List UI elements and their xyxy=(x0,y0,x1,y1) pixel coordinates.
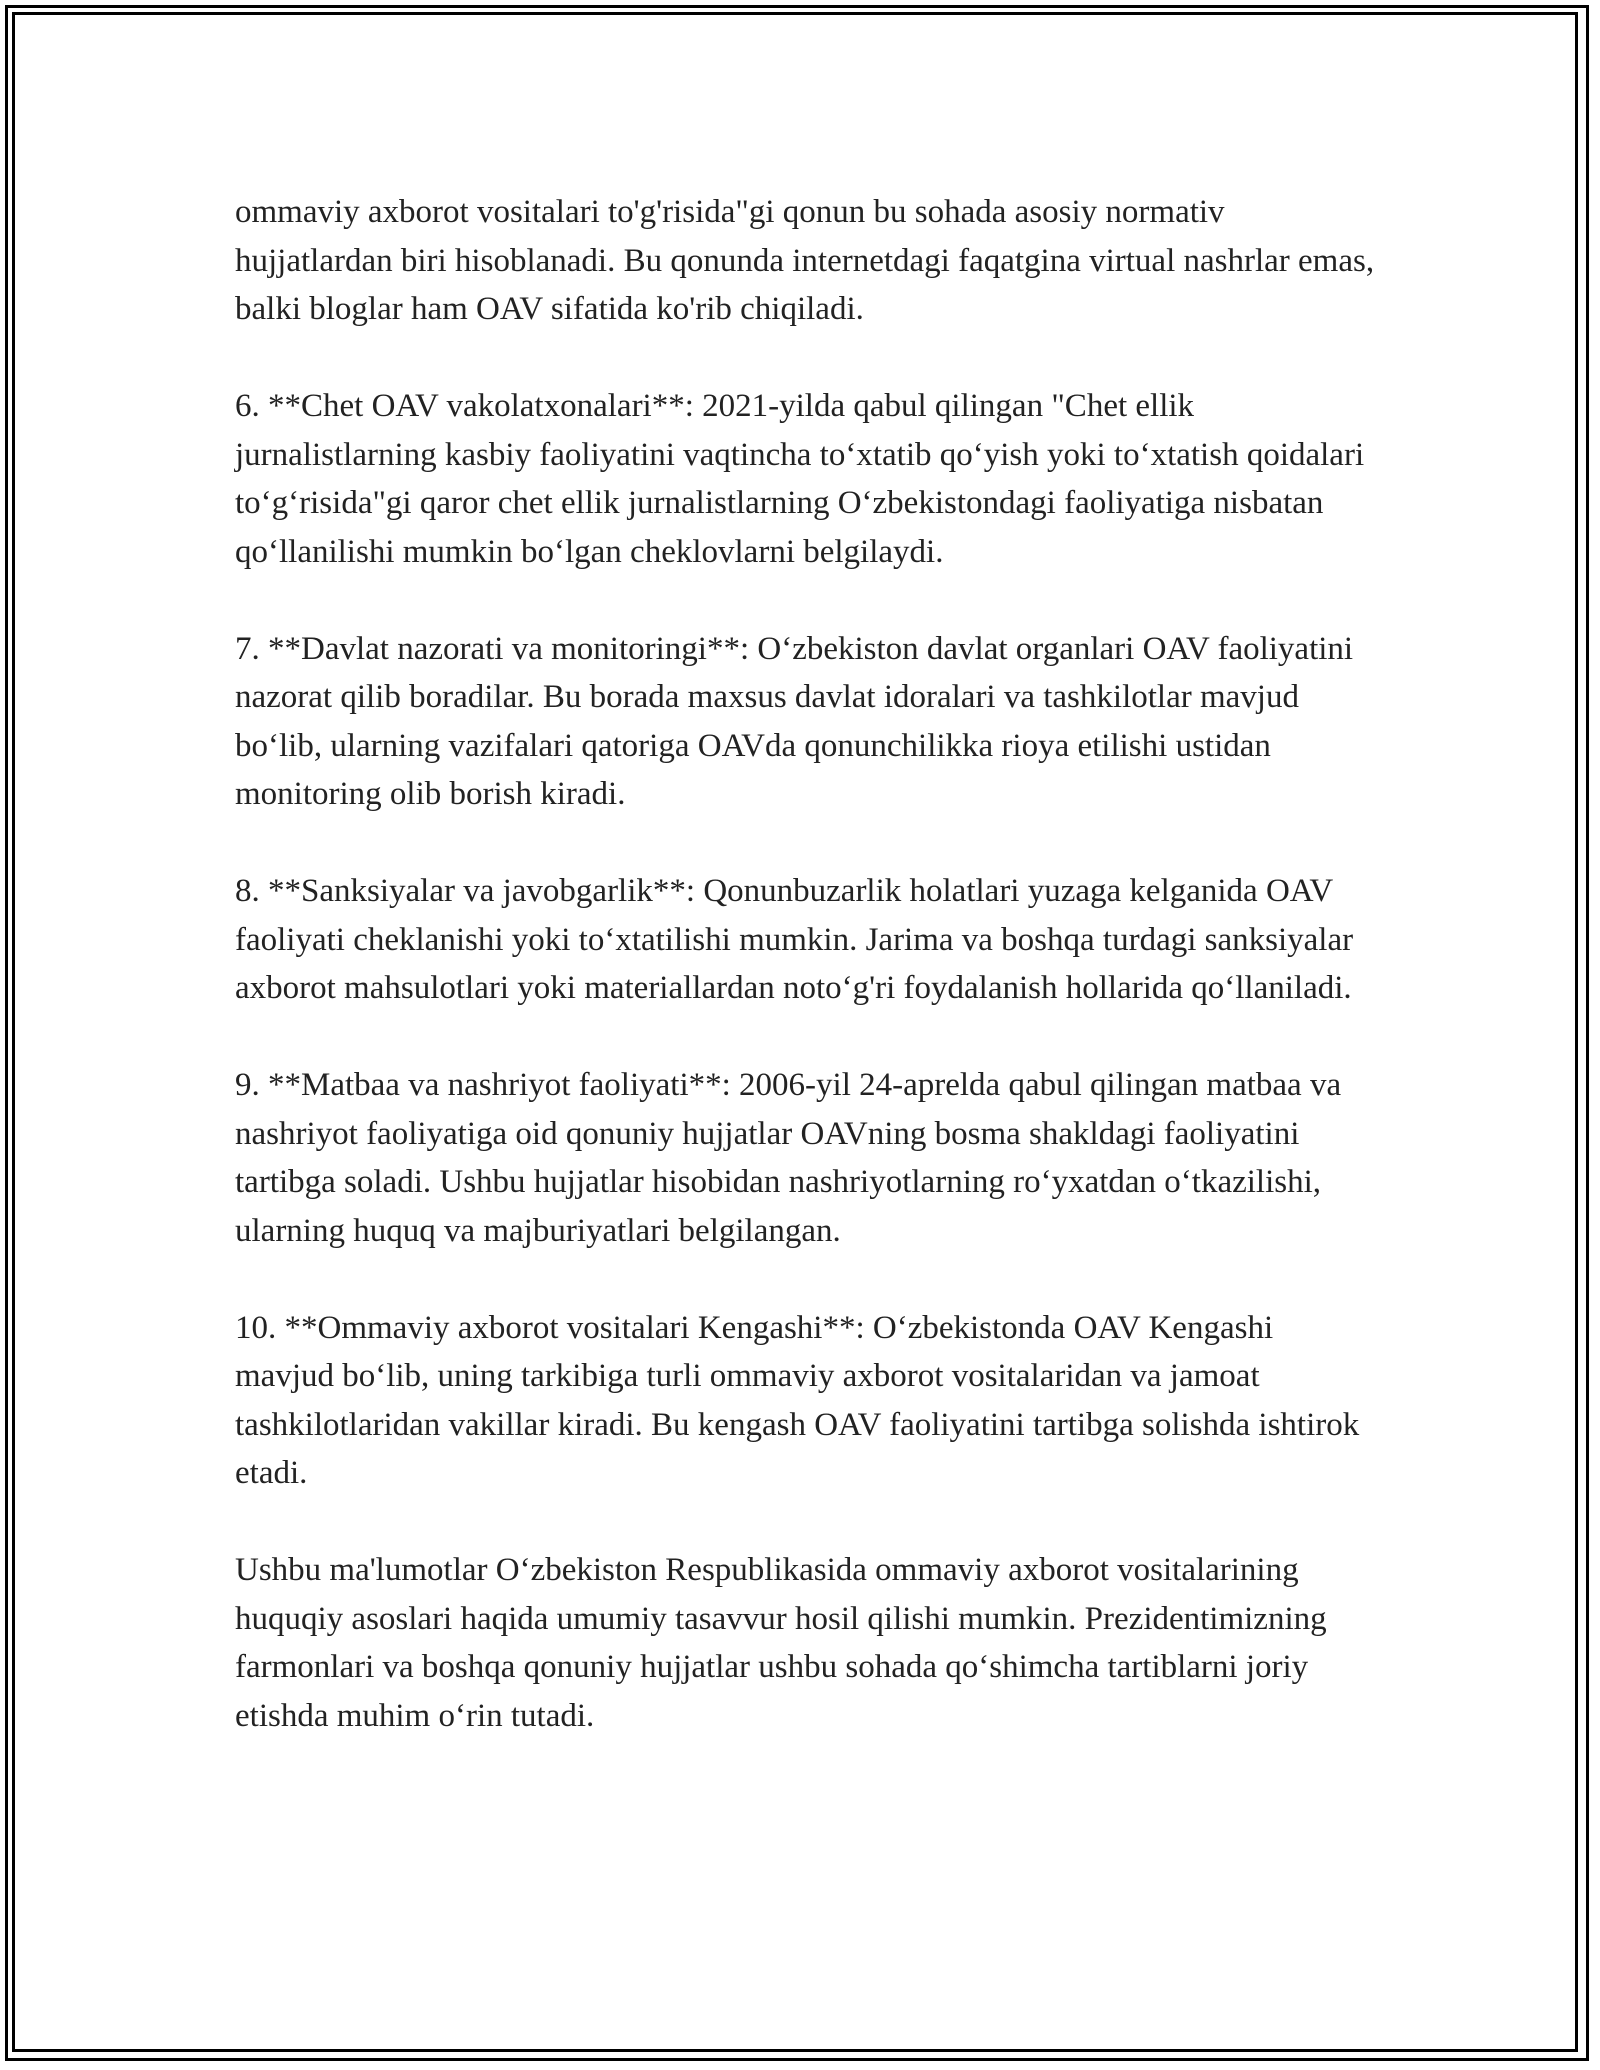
paragraph-item-10: 10. **Ommaviy axborot vositalari Kengashi**: O‘zbekistonda OAV Kengashi mavjud bo‘lib, uning tarkibiga turli ommaviy axborot vositalaridan va jamoat tashkilotlaridan vakillar kiradi. Bu kengash OAV faoliyatini tartibga solishda ishtirok etadi. xyxy=(235,1309,1360,1491)
document-body xyxy=(235,188,1375,1789)
paragraph-item-7: 7. **Davlat nazorati va monitoringi**: O‘zbekiston davlat organlari OAV faoliyatini nazorat qilib boradilar. Bu borada maxsus davlat idoralari va tashkilotlar mavjud bo‘lib, ularning vazifalari qatoriga OAVda qonunchilikka rioya etilishi ustidan monitoring olib borish kiradi. xyxy=(235,630,1354,812)
paragraph-intro: ommaviy axborot vositalari to'g'risida"gi qonun bu sohada asosiy normativ hujjatlardan biri hisoblanadi. Bu qonunda internetdagi faqatgina virtual nashrlar emas, balki bloglar ham OAV sifatida ko'rib chiqiladi. xyxy=(235,194,1375,327)
paragraph-item-8: 8. **Sanksiyalar va javobgarlik**: Qonunbuzarlik holatlari yuzaga kelganida OAV faoliyati cheklanishi yoki to‘xtatilishi mumkin. Jarima va boshqa turdagi sanksiyalar axborot mahsulotlari yoki materiallardan noto‘g'ri foydalanish hollarida qo‘llaniladi. xyxy=(235,873,1354,1006)
paragraph-item-6: 6. **Chet OAV vakolatxonalari**: 2021-yilda qabul qilingan "Chet ellik jurnalistlarning kasbiy faoliyatini vaqtincha to‘xtatib qo‘yish yoki to‘xtatish qoidalari to‘g‘risida"gi qaror chet ellik jurnalistlarning O‘zbekistondagi faoliyatiga nisbatan qo‘llanilishi mumkin bo‘lgan cheklovlarni belgilaydi. xyxy=(235,388,1365,570)
paragraph-conclusion: Ushbu ma'lumotlar O‘zbekiston Respublikasida ommaviy axborot vositalarining huquqiy asoslari haqida umumiy tasavvur hosil qilishi mumkin. Prezidentimizning farmonlari va boshqa qonuniy hujjatlar ushbu sohada qo‘shimcha tartiblarni joriy etishda muhim o‘rin tutadi. xyxy=(235,1552,1327,1734)
paragraph-item-9: 9. **Matbaa va nashriyot faoliyati**: 2006-yil 24-aprelda qabul qilingan matbaa va nashriyot faoliyatiga oid qonuniy hujjatlar OAVning bosma shakldagi faoliyatini tartibga soladi. Ushbu hujjatlar hisobidan nashriyotlarning ro‘yxatdan o‘tkazilishi, ularning huquq va majburiyatlari belgilangan. xyxy=(235,1067,1342,1249)
